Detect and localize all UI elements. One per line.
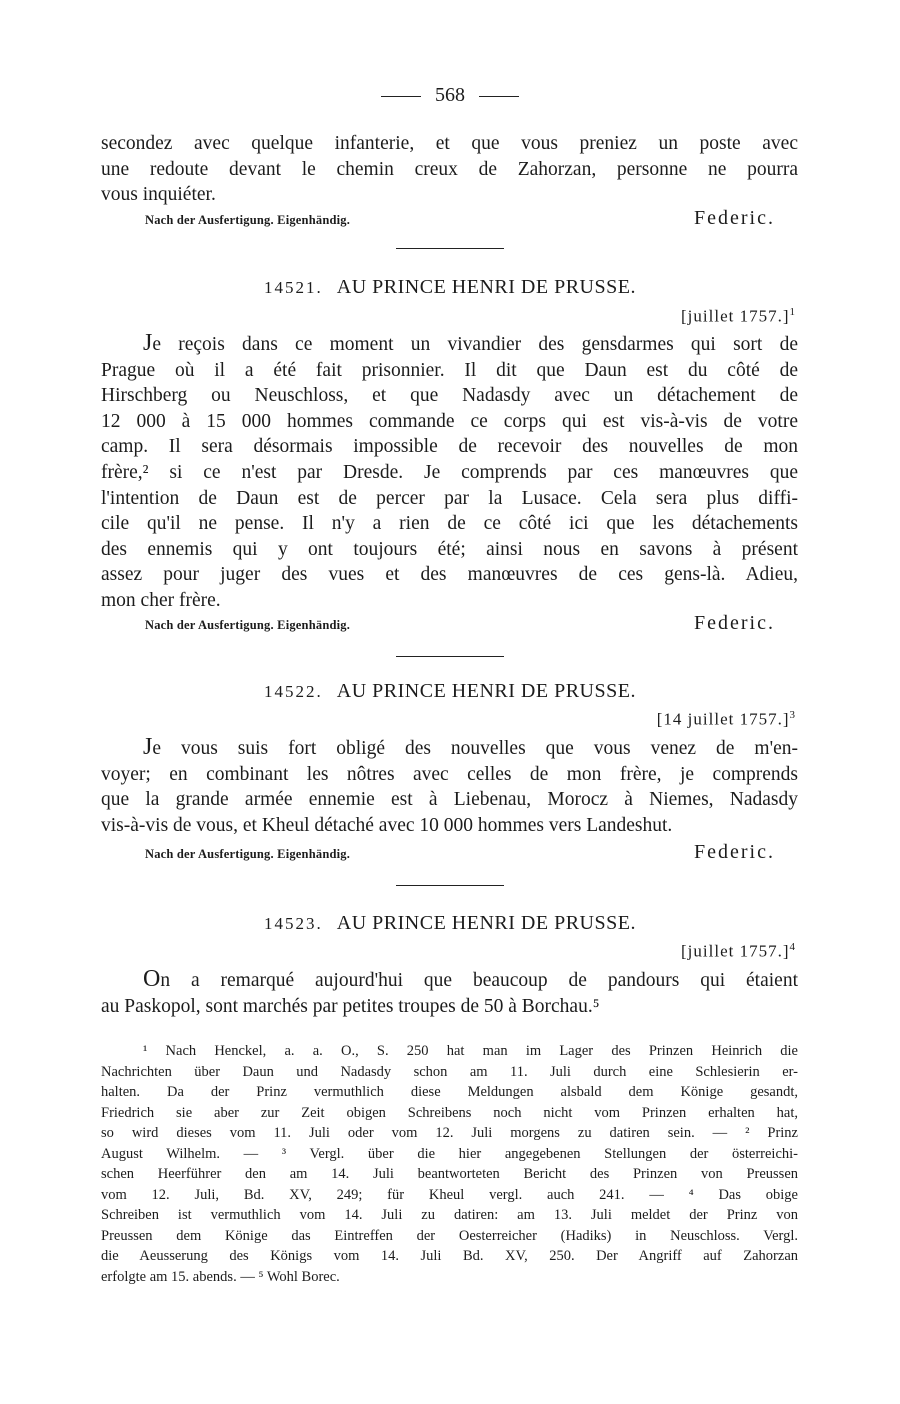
footnote-line: so wird dieses vom 11. Juli oder vom 12. Juli morgens zu datiren sein. — ² Prinz [101, 1125, 798, 1141]
letter-source-row [145, 840, 775, 864]
body-line: Prague où il a été fait prisonnier. Il dit que Daun est du côté de [101, 359, 798, 381]
intro-line: une redoute devant le chemin creux de Zahorzan, personne ne pourra [101, 158, 798, 180]
body-line: l'intention de Daun est de percer par la Lusace. Cela sera plus diffi- [101, 487, 798, 509]
body-line: 12 000 à 15 000 hommes commande ce corps qui est vis-à-vis de votre [101, 410, 798, 432]
letter-heading [0, 912, 900, 935]
footnote-line: ¹ Nach Henckel, a. a. O., S. 250 hat man im Lager des Prinzen Heinrich die [143, 1043, 798, 1059]
intro-line: vous inquiéter. [101, 184, 216, 206]
body-line: Hirschberg ou Neuschloss, et que Nadasdy avec un détachement de [101, 385, 798, 407]
signature: Federic. [694, 612, 775, 634]
footnotes [101, 1041, 798, 1287]
source-note: Nach der Ausfertigung. Eigenhändig. [145, 618, 351, 632]
footnote-line: schen Heerführer den am 14. Juli beantworteten Bericht des Prinzen von Preussen [101, 1166, 798, 1182]
footnote-line: Nachrichten über Daun und Nadasdy schon am 11. Juli durch eine Schlesierin er- [101, 1063, 798, 1080]
footnote-line: Preussen dem Könige das Eintreffen der Oesterreicher (Hadiks) in Neuschloss. Vergl. [101, 1227, 798, 1244]
page-number-dash-left [381, 96, 421, 97]
body-line: voyer; en combinant les nôtres avec celles de mon frère, je comprends [101, 763, 798, 785]
initial-letter: O [143, 966, 161, 992]
footnote-ref: 4 [789, 941, 796, 953]
signature: Federic. [694, 841, 775, 863]
footnote-ref: 3 [789, 709, 796, 721]
source-note: Nach der Ausfertigung. Eigenhändig. [145, 847, 351, 861]
page-number: 568 [435, 84, 465, 106]
section-divider [396, 248, 504, 249]
footnote-line: August Wilhelm. — ³ Vergl. über die hier angegebenen Stellungen der österreichi- [101, 1145, 798, 1162]
footnote-ref: 1 [789, 306, 796, 318]
intro-line: secondez avec quelque infanterie, et que vous preniez un poste avec [101, 133, 798, 154]
letter-date-text: [juillet 1757.] [681, 306, 790, 326]
body-line: des ennemis qui y ont toujours été; ainsi nous en savons à présent [101, 538, 798, 560]
letter-body [101, 967, 798, 1019]
page-number-header [0, 84, 900, 107]
body-line: frère,² si ce n'est par Dresde. Je comprends par ces manœuvres que [101, 461, 798, 483]
letter-date [681, 306, 796, 327]
footnote-line: erfolgte am 15. abends. — ⁵ Wohl Borec. [101, 1268, 340, 1285]
letter-date [657, 709, 796, 730]
signature: Federic. [694, 207, 775, 229]
footnote-line: Schreiben ist vermuthlich vom 14. Juli zu datiren: am 13. Juli meldet der Prinz von [101, 1207, 798, 1223]
letter-recipient: AU PRINCE HENRI DE PRUSSE. [336, 912, 636, 934]
body-line: camp. Il sera désormais impossible de recevoir des nouvelles de mon [101, 436, 798, 458]
footnote-line: die Aeusserung des Königs vom 14. Juli Bd. XV, 250. Der Angriff auf Zahorzan [101, 1248, 798, 1264]
letter-recipient: AU PRINCE HENRI DE PRUSSE. [336, 276, 636, 298]
body-line: On a remarqué aujourd'hui que beaucoup de pandours qui étaient [143, 966, 798, 992]
initial-letter: J [143, 330, 153, 356]
letter-number: 14522. [264, 682, 323, 701]
body-line: que la grande armée ennemie est à Liebenau, Morocz à Niemes, Nadasdy [101, 789, 798, 811]
body-line: mon cher frère. [101, 589, 221, 611]
letter-date-text: [juillet 1757.] [681, 941, 790, 961]
footnote-line: halten. Da der Prinz vermuthlich diese Meldungen alsbald dem Könige gesandt, [101, 1084, 798, 1100]
body-line: cile qu'il ne pense. Il n'y a rien de ce côté ici que les détachements [101, 513, 798, 535]
letter-date [681, 941, 796, 962]
section-divider [396, 885, 504, 886]
letter-source-row [145, 611, 775, 635]
page-number-dash-right [479, 96, 519, 97]
letter-date-text: [14 juillet 1757.] [656, 709, 790, 729]
initial-letter: J [143, 734, 153, 760]
letter-body [101, 331, 798, 614]
letter-number: 14523. [264, 914, 323, 933]
body-line: vis-à-vis de vous, et Kheul détaché avec 10 000 hommes vers Landeshut. [101, 814, 673, 836]
footnote-line: vom 12. Juli, Bd. XV, 249; für Kheul vergl. auch 241. — ⁴ Das obige [101, 1186, 798, 1203]
letter-body [101, 735, 798, 838]
footnote-line: Friedrich sie aber zur Zeit obigen Schreibens noch nicht vom Prinzen erhalten hat, [101, 1104, 798, 1121]
letter-recipient: AU PRINCE HENRI DE PRUSSE. [336, 680, 636, 702]
body-line: au Paskopol, sont marchés par petites troupes de 50 à Borchau.⁵ [101, 995, 600, 1017]
intro-paragraph [101, 131, 798, 208]
source-note: Nach der Ausfertigung. Eigenhändig. [145, 213, 351, 227]
section-divider [396, 656, 504, 657]
body-line: assez pour juger des vues et des manœuvres de ces gens-là. Adieu, [101, 564, 798, 586]
letter-heading [0, 680, 900, 703]
body-line: Je vous suis fort obligé des nouvelles que vous venez de m'en- [143, 734, 798, 760]
letter-heading [0, 276, 900, 299]
body-line: Je reçois dans ce moment un vivandier des gensdarmes qui sort de [143, 330, 798, 356]
intro-source-row [145, 206, 775, 230]
letter-number: 14521. [264, 278, 323, 297]
